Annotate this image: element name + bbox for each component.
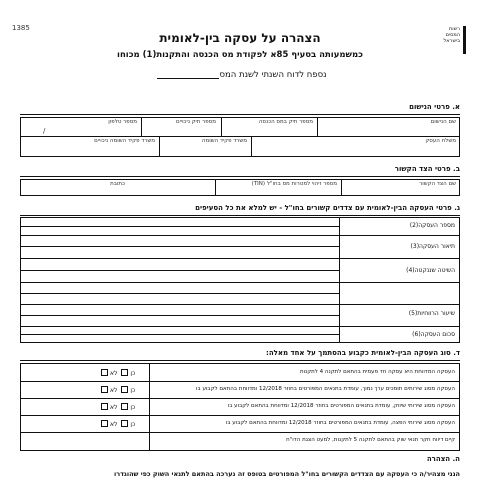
withholding-file-field[interactable] [139, 118, 219, 136]
transaction-description-label: תיאור העסקה(3) [410, 243, 455, 250]
yes-label: כן [130, 387, 136, 394]
field-label: משרד פקיד השומה [201, 138, 247, 144]
marketing-services-label: העסקה מסוג שירותי שיווק, עומדת בתנאים המפורטים בחוזר 12/2018 ומדווחת בהתאם לקבוע בו [227, 403, 455, 409]
assessing-office-field[interactable] [158, 137, 250, 157]
no-checkbox[interactable] [101, 369, 108, 376]
yes-checkbox[interactable] [121, 403, 128, 410]
yes-no-choice [99, 386, 135, 394]
field-label: מספר תיק במס הכנסה [258, 119, 313, 125]
withholding-office-field[interactable] [21, 137, 158, 157]
method-label: השיטה שננקטה(4) [406, 267, 455, 274]
yes-label: כן [130, 421, 136, 428]
divider [251, 137, 252, 157]
no-label: לא [110, 387, 118, 394]
logo-line: המסים [445, 32, 460, 38]
method-input[interactable] [21, 259, 339, 304]
tax-year-field[interactable] [157, 78, 219, 79]
logo-line: רשות [448, 26, 460, 32]
transaction-details-table [20, 217, 460, 343]
address-field[interactable] [21, 180, 214, 195]
section-b-heading: ב. פרטי הצד הקשור [20, 164, 460, 177]
divider [221, 118, 222, 136]
market-study-label: קיים דיווח חקר תנאי שוק בהתאם לתקנה 5 לתקנות, למעט הצגת הדו"ח [286, 437, 455, 443]
declaration-text: הנני מצהיר/ה כי העסקה עם הצדדים הקשורים בחו"ל המפורטים בטופס זה נערכה בהתאם לתנאי השוק כפי שהוגדרו [113, 470, 460, 478]
yes-no-choice [99, 420, 135, 428]
one-time-transaction-label: העסקה המדווחת היא עסקה חד פעמית בהתאם לתקנה 4 לתקנות [299, 369, 455, 375]
field-label: מספר טלפון [108, 119, 137, 125]
field-label: משלח העסק [425, 138, 456, 144]
section-c-heading: ג. פרטי העסקה הבין-לאומית עם צדדים קשורים בחו"ל - יש למלא את כל הסעיפים [20, 203, 460, 216]
field-label: שם הנישום [430, 119, 456, 125]
related-party-name-field[interactable] [341, 180, 459, 195]
no-label: לא [110, 404, 118, 411]
yes-label: כן [130, 404, 136, 411]
yes-checkbox[interactable] [121, 386, 128, 393]
yes-checkbox[interactable] [121, 369, 128, 376]
divider [21, 398, 459, 399]
annex-line [0, 70, 480, 80]
divider [317, 118, 318, 136]
no-checkbox[interactable] [101, 403, 108, 410]
transaction-number-input[interactable] [21, 218, 339, 235]
no-checkbox[interactable] [101, 420, 108, 427]
tin-field[interactable] [214, 180, 340, 195]
field-label: כתובת [110, 181, 125, 187]
business-field[interactable] [251, 137, 459, 157]
section-d-heading: ד. סוג העסקה הבין-לאומית כקבוע בהסתמך על אחד מאלה: [20, 348, 460, 361]
divider [21, 415, 459, 416]
column-divider [149, 364, 150, 450]
transaction-number-label: מספר העסקה(2) [409, 222, 455, 229]
no-label: לא [110, 421, 118, 428]
divider [141, 118, 142, 136]
distribution-services-label: העסקה מסוג שירותי הפצה, עומדת בתנאים המפורטים בחוזר 12/2018 ומדווחת בהתאם לקבוע בו [225, 420, 455, 426]
transaction-type-table [20, 363, 460, 451]
annex-text: נספח לדוח השנתי לשנת המס [219, 70, 327, 80]
field-label: שם הצד הקשור [419, 181, 456, 187]
divider [341, 180, 342, 195]
yes-checkbox[interactable] [121, 420, 128, 427]
profit-rate-label: שיעור הרווחיות(5) [408, 310, 455, 317]
yes-no-choice [99, 369, 135, 377]
transaction-amount-label: סכום העסקה(6) [412, 331, 455, 338]
phone-field[interactable] [21, 118, 140, 136]
field-label: מספר תיק ניכויים [175, 119, 216, 125]
form-title: הצהרה על עסקה בין-לאומית [159, 31, 321, 45]
no-label: לא [110, 370, 118, 377]
field-label: משרד פקיד השומה ניכויים [94, 138, 155, 144]
no-checkbox[interactable] [101, 386, 108, 393]
divider [215, 180, 216, 195]
logo-line: בישראל [443, 38, 460, 44]
low-value-services-label: העסקה מסוג שירותים תומכים ערך נמוך, עומדת בתנאים המפורטים בחוזר 12/2018 ומדווחת בהתאם לקבוע בו [196, 386, 455, 392]
income-tax-file-field[interactable] [220, 118, 316, 136]
profit-rate-input[interactable] [21, 305, 339, 326]
related-party-box [20, 179, 460, 196]
divider [159, 137, 160, 157]
label-column-divider [339, 218, 340, 342]
yes-no-choice [99, 403, 135, 411]
section-a-heading: א. פרטי הנישום [20, 102, 460, 115]
transaction-amount-input[interactable] [21, 327, 339, 342]
form-subtitle: כמשמעותה בסעיף 85א לפקודת מס הכנסה והתקנות(1) מכוחו [117, 50, 363, 60]
transaction-description-input[interactable] [21, 236, 339, 258]
form-number: 1385 [12, 24, 30, 32]
divider [21, 381, 459, 382]
taxpayer-details-box [20, 117, 460, 157]
phone-separator: / [43, 127, 46, 135]
divider [21, 432, 459, 433]
yes-label: כן [130, 370, 136, 377]
field-label: מספר זיהוי למטרות מס בחו"ל (TIN) [251, 181, 337, 187]
taxpayer-name-field[interactable] [317, 118, 459, 136]
section-e-heading: ה. הצהרה [426, 455, 460, 463]
